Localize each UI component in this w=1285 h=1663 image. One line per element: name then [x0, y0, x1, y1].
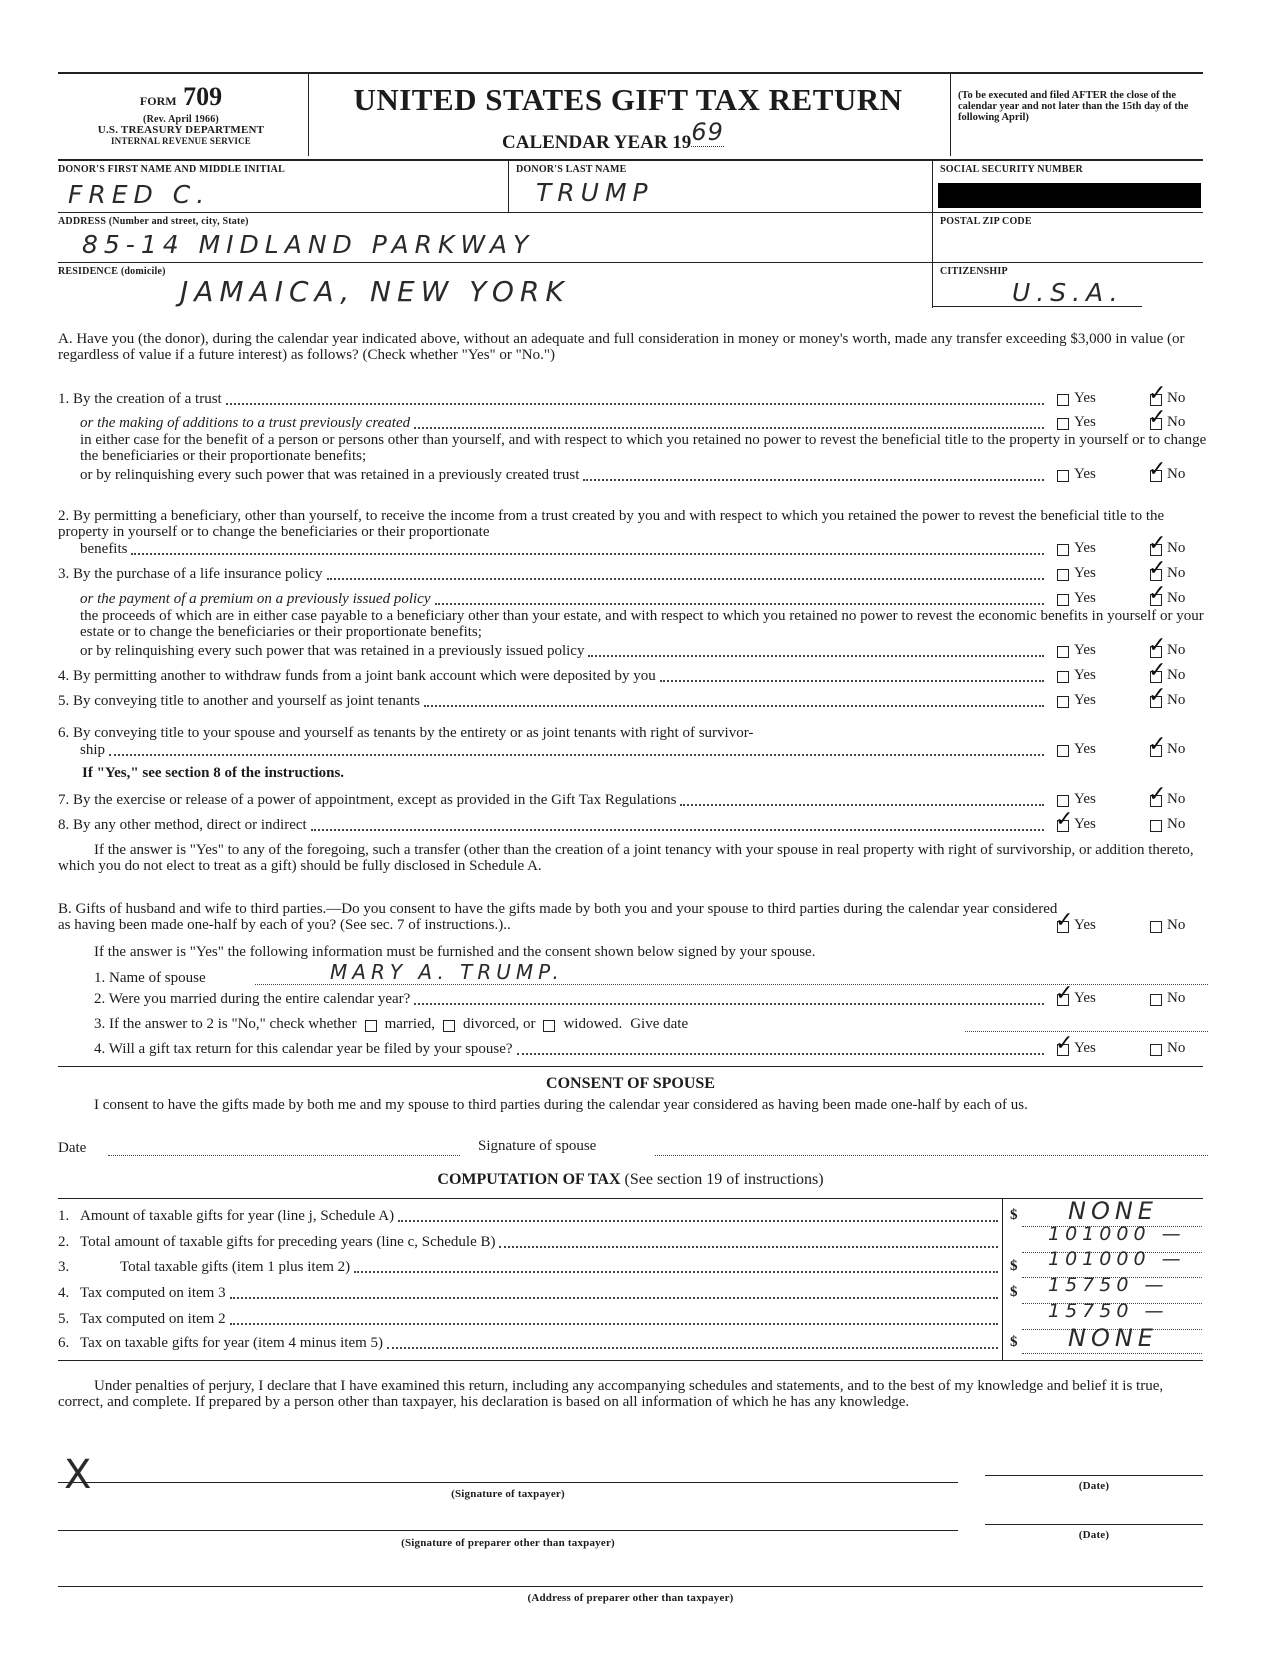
q3b-no[interactable]: ✓ No: [1150, 590, 1185, 607]
dollar-sign: $: [1010, 1284, 1018, 1300]
checkbox-divorced[interactable]: [443, 1020, 455, 1032]
q7-row: [58, 791, 1048, 809]
computation-line-label: Total amount of taxable gifts for preceding years (line c, Schedule B): [80, 1234, 496, 1250]
donor-divider-4: [932, 262, 933, 308]
b-item3-label: 3. If the answer to 2 is "No," check whether: [94, 1016, 357, 1032]
top-rule: [58, 72, 1203, 74]
consent-date-line[interactable]: [108, 1155, 460, 1156]
preparer-signature-label: (Signature of preparer other than taxpayer): [401, 1537, 615, 1549]
computation-line-number: 1.: [58, 1208, 70, 1224]
checkbox-q5-no[interactable]: [1150, 696, 1162, 708]
checkbox-q5-yes[interactable]: [1057, 696, 1069, 708]
donor-rule-1: [58, 212, 1203, 213]
checkbox-b-yes[interactable]: [1057, 921, 1069, 933]
taxpayer-signature-label: (Signature of taxpayer): [451, 1488, 565, 1500]
consent-top-rule: [58, 1066, 1203, 1067]
computation-line-6: [58, 1334, 1002, 1352]
computation-line-2: [58, 1233, 1002, 1251]
q6-text: 6. By conveying title to your spouse and yourself as tenants by the entirety or as joint tenants with right of survivor-: [58, 725, 754, 741]
checkbox-q1a-yes[interactable]: [1057, 394, 1069, 406]
residence-value: JAMAICA, NEW YORK: [180, 275, 570, 308]
date2-label: (Date): [1078, 1529, 1110, 1541]
q5-no[interactable]: ✓ No: [1150, 692, 1185, 709]
q1b-row: [58, 414, 1048, 432]
citizenship-label: CITIZENSHIP: [940, 266, 1008, 277]
q3c-no[interactable]: ✓ No: [1150, 642, 1185, 659]
q4-row: [58, 667, 1048, 685]
married-label: married,: [384, 1016, 435, 1032]
checkbox-q3c-yes[interactable]: [1057, 646, 1069, 658]
date1-label: (Date): [1078, 1480, 1110, 1492]
q6-no[interactable]: ✓ No: [1150, 741, 1185, 758]
date1-line[interactable]: [985, 1475, 1203, 1476]
q2-no[interactable]: ✓ No: [1150, 540, 1185, 557]
divorced-label: divorced, or: [462, 1016, 536, 1032]
q8-yes[interactable]: ✓ Yes: [1057, 816, 1096, 833]
q3c-yes[interactable]: Yes: [1057, 642, 1096, 659]
checkbox-q2-yes[interactable]: [1057, 544, 1069, 556]
b-item4-label: 4. Will a gift tax return for this calendar year be filed by your spouse?: [94, 1041, 513, 1057]
checkbox-q8-no[interactable]: [1150, 820, 1162, 832]
b4-yes[interactable]: ✓ Yes: [1057, 1040, 1096, 1057]
q2-row: [58, 540, 1048, 558]
consent-date-label: Date: [58, 1140, 87, 1156]
checkbox-b2-yes[interactable]: [1057, 994, 1069, 1006]
ssn-redaction: [938, 183, 1201, 208]
consent-title: CONSENT OF SPOUSE: [546, 1075, 715, 1092]
q5-yes[interactable]: Yes: [1057, 692, 1096, 709]
b-yes[interactable]: ✓ Yes: [1057, 917, 1096, 934]
q1c-row: [58, 466, 1048, 484]
checkbox-q1b-no[interactable]: [1150, 418, 1162, 430]
checkbox-q1c-yes[interactable]: [1057, 470, 1069, 482]
computation-top-rule: [58, 1198, 1203, 1199]
residence-label: RESIDENCE (domicile): [58, 266, 166, 277]
form-number: 709: [183, 82, 223, 111]
spouse-signature-label: Signature of spouse: [478, 1138, 597, 1154]
q8-no[interactable]: No: [1150, 816, 1185, 833]
computation-line-label: Tax on taxable gifts for year (item 4 minus item 5): [80, 1335, 384, 1351]
section-a-followup: If the answer is "Yes" to any of the foregoing, such a transfer (other than the creation of a joint tenancy with your spouse in real property with right of survivorship, or addition thereto, which you do not elect to treat as a gift) should be fully disclosed in Schedule A.: [58, 842, 1194, 874]
q1c-label: or by relinquishing every such power that was retained in a previously created trust: [80, 467, 580, 483]
q1a-no[interactable]: ✓ No: [1150, 390, 1185, 407]
first-name-label: DONOR'S FIRST NAME AND MIDDLE INITIAL: [58, 164, 285, 175]
donor-divider-2: [932, 160, 933, 212]
q6-note: If "Yes," see section 8 of the instructions.: [82, 765, 345, 781]
b-item2-label: 2. Were you married during the entire calendar year?: [94, 991, 411, 1007]
department: U.S. TREASURY DEPARTMENT: [97, 124, 265, 136]
computation-line-3: [58, 1258, 1002, 1276]
checkbox-q7-yes[interactable]: [1057, 795, 1069, 807]
computation-line-label: Total taxable gifts (item 1 plus item 2): [120, 1259, 351, 1275]
checkbox-q1b-yes[interactable]: [1057, 418, 1069, 430]
computation-amount-5: 15750 —: [1048, 1300, 1169, 1322]
checkbox-b-no[interactable]: [1150, 921, 1162, 933]
q1a-label: 1. By the creation of a trust: [58, 391, 222, 407]
q2-yes[interactable]: Yes: [1057, 540, 1096, 557]
donor-rule-2: [58, 262, 1203, 263]
computation-line-1: [58, 1207, 1002, 1225]
q1b-no[interactable]: ✓ No: [1150, 414, 1185, 431]
donor-divider-3: [932, 212, 933, 264]
checkbox-q4-yes[interactable]: [1057, 671, 1069, 683]
address-value: 85-14 MIDLAND PARKWAY: [82, 230, 535, 259]
q8-label: 8. By any other method, direct or indirect: [58, 817, 307, 833]
q7-yes[interactable]: Yes: [1057, 791, 1096, 808]
q1c-yes[interactable]: Yes: [1057, 466, 1096, 483]
q3a-label: 3. By the purchase of a life insurance policy: [58, 566, 323, 582]
q7-label: 7. By the exercise or release of a power of appointment, except as provided in the Gift Tax Regulations: [58, 792, 677, 808]
checkbox-q7-no[interactable]: [1150, 795, 1162, 807]
checkbox-b2-no[interactable]: [1150, 994, 1162, 1006]
computation-amount-6: NONE: [1068, 1324, 1158, 1352]
dollar-sign: $: [1010, 1258, 1018, 1274]
checkbox-q3c-no[interactable]: [1150, 646, 1162, 658]
taxpayer-signature-mark: X: [64, 1452, 98, 1498]
checkbox-b4-yes[interactable]: [1057, 1044, 1069, 1056]
q4-label: 4. By permitting another to withdraw funds from a joint bank account which were deposited by you: [58, 668, 656, 684]
give-date-line[interactable]: [965, 1031, 1208, 1032]
q3a-yes[interactable]: Yes: [1057, 565, 1096, 582]
q1a-row: [58, 390, 1048, 408]
computation-line-label: Amount of taxable gifts for year (line j, Schedule A): [80, 1208, 395, 1224]
computation-line-5: [58, 1310, 1002, 1328]
b-item2-row: [94, 990, 1048, 1008]
amount-line[interactable]: [1022, 1353, 1202, 1354]
checkbox-married[interactable]: [365, 1020, 377, 1032]
b-item3: [94, 1016, 688, 1033]
q4-no[interactable]: ✓ No: [1150, 667, 1185, 684]
section-a-intro: A. Have you (the donor), during the calendar year indicated above, without an adequate and full consideration in money or money's worth, made any transfer exceeding $3,000 in value (or regardless of value if a future interest) as follows? (Check whether "Yes" or "No."): [58, 331, 1185, 363]
q4-yes[interactable]: Yes: [1057, 667, 1096, 684]
q1-text: in either case for the benefit of a person or persons other than yourself, and with respect to which you retained no power to revest the beneficial title to the property in yourself or to change the beneficiaries or their proportionate benefits;: [80, 432, 1207, 464]
filing-note: (To be executed and filed AFTER the close of the calendar year and not later than the 15th day of the following April): [958, 90, 1189, 123]
q7-no[interactable]: ✓ No: [1150, 791, 1185, 808]
calendar-year-label: CALENDAR YEAR 19: [502, 132, 692, 153]
q3c-row: [58, 642, 1048, 660]
header-divider-right: [950, 74, 951, 156]
date2-line[interactable]: [985, 1524, 1203, 1525]
citizenship-rule: [932, 306, 1142, 307]
checkbox-q3b-no[interactable]: [1150, 594, 1162, 606]
computation-amount-3: 101000 —: [1048, 1248, 1186, 1270]
form-title: UNITED STATES GIFT TAX RETURN: [353, 82, 903, 117]
q3a-no[interactable]: ✓ No: [1150, 565, 1185, 582]
computation-amount-divider: [1002, 1198, 1003, 1360]
q3b-label: or the payment of a premium on a previously issued policy: [80, 591, 431, 607]
consent-text: I consent to have the gifts made by both me and my spouse to third parties during the calendar year considered as having been made one-half by each of us.: [94, 1097, 1028, 1113]
b2-yes[interactable]: ✓ Yes: [1057, 990, 1096, 1007]
computation-amount-4: 15750 —: [1048, 1274, 1169, 1296]
first-name-value: FRED C.: [68, 180, 211, 209]
checkbox-q6-no[interactable]: [1150, 745, 1162, 757]
q3b-row: [58, 590, 1048, 608]
checkbox-b4-no[interactable]: [1150, 1044, 1162, 1056]
calendar-year-value: 69: [691, 118, 724, 146]
zip-label: POSTAL ZIP CODE: [940, 216, 1032, 227]
b-item4-row: [94, 1040, 1048, 1058]
b4-no[interactable]: No: [1150, 1040, 1185, 1057]
citizenship-value: U.S.A.: [1012, 278, 1124, 307]
q8-row: [58, 816, 1048, 834]
q1c-no[interactable]: ✓ No: [1150, 466, 1185, 483]
header-divider-left: [308, 74, 309, 156]
dollar-sign: $: [1010, 1207, 1018, 1223]
q5-label: 5. By conveying title to another and yourself as joint tenants: [58, 693, 421, 709]
q3c-label: or by relinquishing every such power that was retained in a previously issued policy: [80, 643, 585, 659]
computation-line-label: Tax computed on item 2: [80, 1311, 226, 1327]
spouse-signature-line[interactable]: [655, 1155, 1208, 1156]
q3a-row: [58, 565, 1048, 583]
checkbox-q3a-no[interactable]: [1150, 569, 1162, 581]
q1b-yes[interactable]: Yes: [1057, 414, 1096, 431]
checkbox-widowed[interactable]: [543, 1020, 555, 1032]
checkbox-q2-no[interactable]: [1150, 544, 1162, 556]
checkbox-q8-yes[interactable]: [1057, 820, 1069, 832]
b-no[interactable]: No: [1150, 917, 1185, 934]
section-b-intro: B. Gifts of husband and wife to third parties.—Do you consent to have the gifts made by both you and your spouse to third parties during the calendar year considered as having been made one-half by each of you? (See sec. 7 of instructions.)..: [58, 901, 1058, 933]
widowed-label: widowed.: [563, 1016, 623, 1032]
ssn-label: SOCIAL SECURITY NUMBER: [940, 164, 1083, 175]
form-id-block: [58, 84, 304, 146]
calendar-year: [502, 118, 724, 154]
preparer-address-label: (Address of preparer other than taxpayer): [527, 1592, 734, 1604]
computation-line-number: 3.: [58, 1259, 70, 1275]
checkbox-q3b-yes[interactable]: [1057, 594, 1069, 606]
q1a-yes[interactable]: Yes: [1057, 390, 1096, 407]
computation-line-label: Tax computed on item 3: [80, 1285, 226, 1301]
computation-title-note: (See section 19 of instructions): [624, 1171, 824, 1188]
donor-divider-1: [508, 160, 509, 212]
b2-no[interactable]: No: [1150, 990, 1185, 1007]
computation-line-number: 6.: [58, 1335, 70, 1351]
last-name-label: DONOR'S LAST NAME: [516, 164, 627, 175]
computation-amount-2: 101000 —: [1048, 1223, 1186, 1245]
b-item1-label: 1. Name of spouse: [94, 970, 206, 986]
header-bottom-rule: [58, 159, 1203, 161]
preparer-signature-line[interactable]: [58, 1530, 958, 1531]
dollar-sign: $: [1010, 1334, 1018, 1350]
q1b-label: or the making of additions to a trust previously created: [80, 415, 411, 431]
computation-title: COMPUTATION OF TAX: [437, 1171, 621, 1188]
checkbox-q4-no[interactable]: [1150, 671, 1162, 683]
q5-row: [58, 692, 1048, 710]
computation-line-number: 5.: [58, 1311, 70, 1327]
computation-bottom-rule: [58, 1360, 1203, 1361]
give-date-label: Give date: [630, 1016, 689, 1032]
declaration-text: Under penalties of perjury, I declare that I have examined this return, including any accompanying schedules and statements, and to the best of my knowledge and belief it is true, correct, and complete. If prepared by a person other than taxpayer, his declaration is based on all information of which he has any knowledge.: [58, 1378, 1164, 1410]
q6-row: [58, 741, 1048, 759]
service: INTERNAL REVENUE SERVICE: [110, 136, 251, 146]
computation-line-number: 4.: [58, 1285, 70, 1301]
preparer-address-line[interactable]: [58, 1586, 1203, 1587]
computation-line-number: 2.: [58, 1234, 70, 1250]
checkbox-q1c-no[interactable]: [1150, 470, 1162, 482]
address-label: ADDRESS (Number and street, city, State): [58, 216, 249, 227]
q2-text: 2. By permitting a beneficiary, other than yourself, to receive the income from a trust created by you and with respect to which you retained the power to revest the beneficial title to the property in yourself or to change the beneficiaries or their proportionate: [58, 508, 1165, 540]
q2-end: benefits: [80, 541, 128, 557]
last-name-value: TRUMP: [536, 178, 654, 207]
computation-amount-1: NONE: [1068, 1197, 1158, 1225]
q6-end: ship: [80, 742, 106, 758]
q6-yes[interactable]: Yes: [1057, 741, 1096, 758]
taxpayer-signature-line[interactable]: [58, 1482, 958, 1483]
checkbox-q3a-yes[interactable]: [1057, 569, 1069, 581]
form-word: FORM: [139, 94, 177, 108]
computation-header: [58, 1171, 1203, 1189]
q3-text: the proceeds of which are in either case payable to a beneficiary other than your estate, and with respect to which you retained no power to revest the economic benefits in yourself or your estate or to change the beneficiaries or their proportionate benefits;: [80, 608, 1204, 640]
computation-line-4: [58, 1284, 1002, 1302]
q3b-yes[interactable]: Yes: [1057, 590, 1096, 607]
spouse-name-value: MARY A. TRUMP.: [330, 960, 564, 984]
form-revision: (Rev. April 1966): [143, 114, 219, 125]
section-b-followup: If the answer is "Yes" the following information must be furnished and the consent shown below signed by your spouse.: [94, 944, 816, 960]
checkbox-q6-yes[interactable]: [1057, 745, 1069, 757]
b-item1: [94, 970, 206, 987]
